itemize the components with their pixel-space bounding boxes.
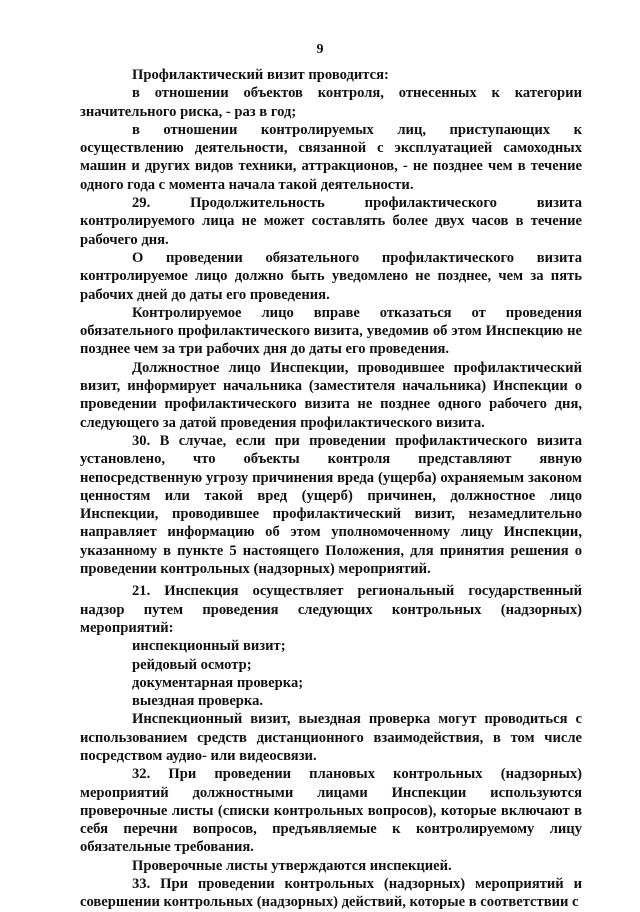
page-number: 9 bbox=[316, 42, 324, 57]
list-item: документарная проверка; bbox=[132, 674, 304, 691]
paragraph: в отношении объектов контроля, отнесенных к категории значительного риска, - раз в год; bbox=[80, 85, 582, 120]
paragraph: Контролируемое лицо вправе отказаться от проведения обязательного профилактического визита, уведомив об этом Инспекцию не позднее чем за три рабочих дня до даты его проведения. bbox=[80, 304, 582, 358]
paragraph: 32. При проведении плановых контрольных (надзорных) мероприятий должностными лицами Инспекции используются проверочные листы (списки контрольных вопросов), которые включают в себя перечни вопросов, предъявляемые к контролируемому лицу обязательные требования. bbox=[80, 766, 582, 856]
list-item: инспекционный визит; bbox=[132, 638, 286, 655]
paragraph: О проведении обязательного профилактического визита контролируемое лицо должно быть уведомлено не позднее, чем за пять рабочих дней до даты его проведения. bbox=[80, 249, 582, 303]
document-body bbox=[80, 66, 582, 912]
list-item: выездная проверка. bbox=[132, 693, 264, 710]
paragraph: Проверочные листы утверждаются инспекцией. bbox=[132, 857, 452, 874]
paragraph: в отношении контролируемых лиц, приступающих к осуществлению деятельности, связанной с эксплуатацией самоходных машин и других видов техники, аттракционов, - не позднее чем в течение одного года с момента начала такой деятельности. bbox=[80, 121, 582, 193]
paragraph: 29. Продолжительность профилактического визита контролируемого лица не может составлять более двух часов в течение рабочего дня. bbox=[80, 195, 582, 248]
paragraph: 21. Инспекция осуществляет региональный государственный надзор путем проведения следующих контрольных (надзорных) мероприятий: bbox=[80, 583, 582, 636]
paragraph: Должностное лицо Инспекции, проводившее профилактический визит, информирует начальника (заместителя начальника) Инспекции о проведении профилактического визита не позднее одного рабочего дня, следующего за датой проведения профилактического визита. bbox=[80, 359, 582, 431]
list-item: рейдовый осмотр; bbox=[132, 656, 252, 673]
paragraph: 33. При проведении контрольных (надзорных) мероприятий и совершении контрольных (надзорных) действий, которые в соответствии с bbox=[80, 876, 582, 911]
paragraph: Инспекционный визит, выездная проверка могут проводиться с использованием средств дистанционного взаимодействия, в том числе посредством аудио- или видеосвязи. bbox=[80, 711, 582, 764]
paragraph: 30. В случае, если при проведении профилактического визита установлено, что объекты контроля представляют явную непосредственную угрозу причинения вреда (ущерба) охраняемым законом ценностям или такой вред (ущерб) причинен, должностное лицо Инспекции, проводившее профилактический визит, незамедлительно направляет информацию об этом уполномоченному лицу Инспекции, указанному в пункте 5 настоящего Положения, для принятия решения о проведении контрольных (надзорных) мероприятий. bbox=[80, 432, 582, 578]
paragraph: Профилактический визит проводится: bbox=[132, 67, 389, 83]
